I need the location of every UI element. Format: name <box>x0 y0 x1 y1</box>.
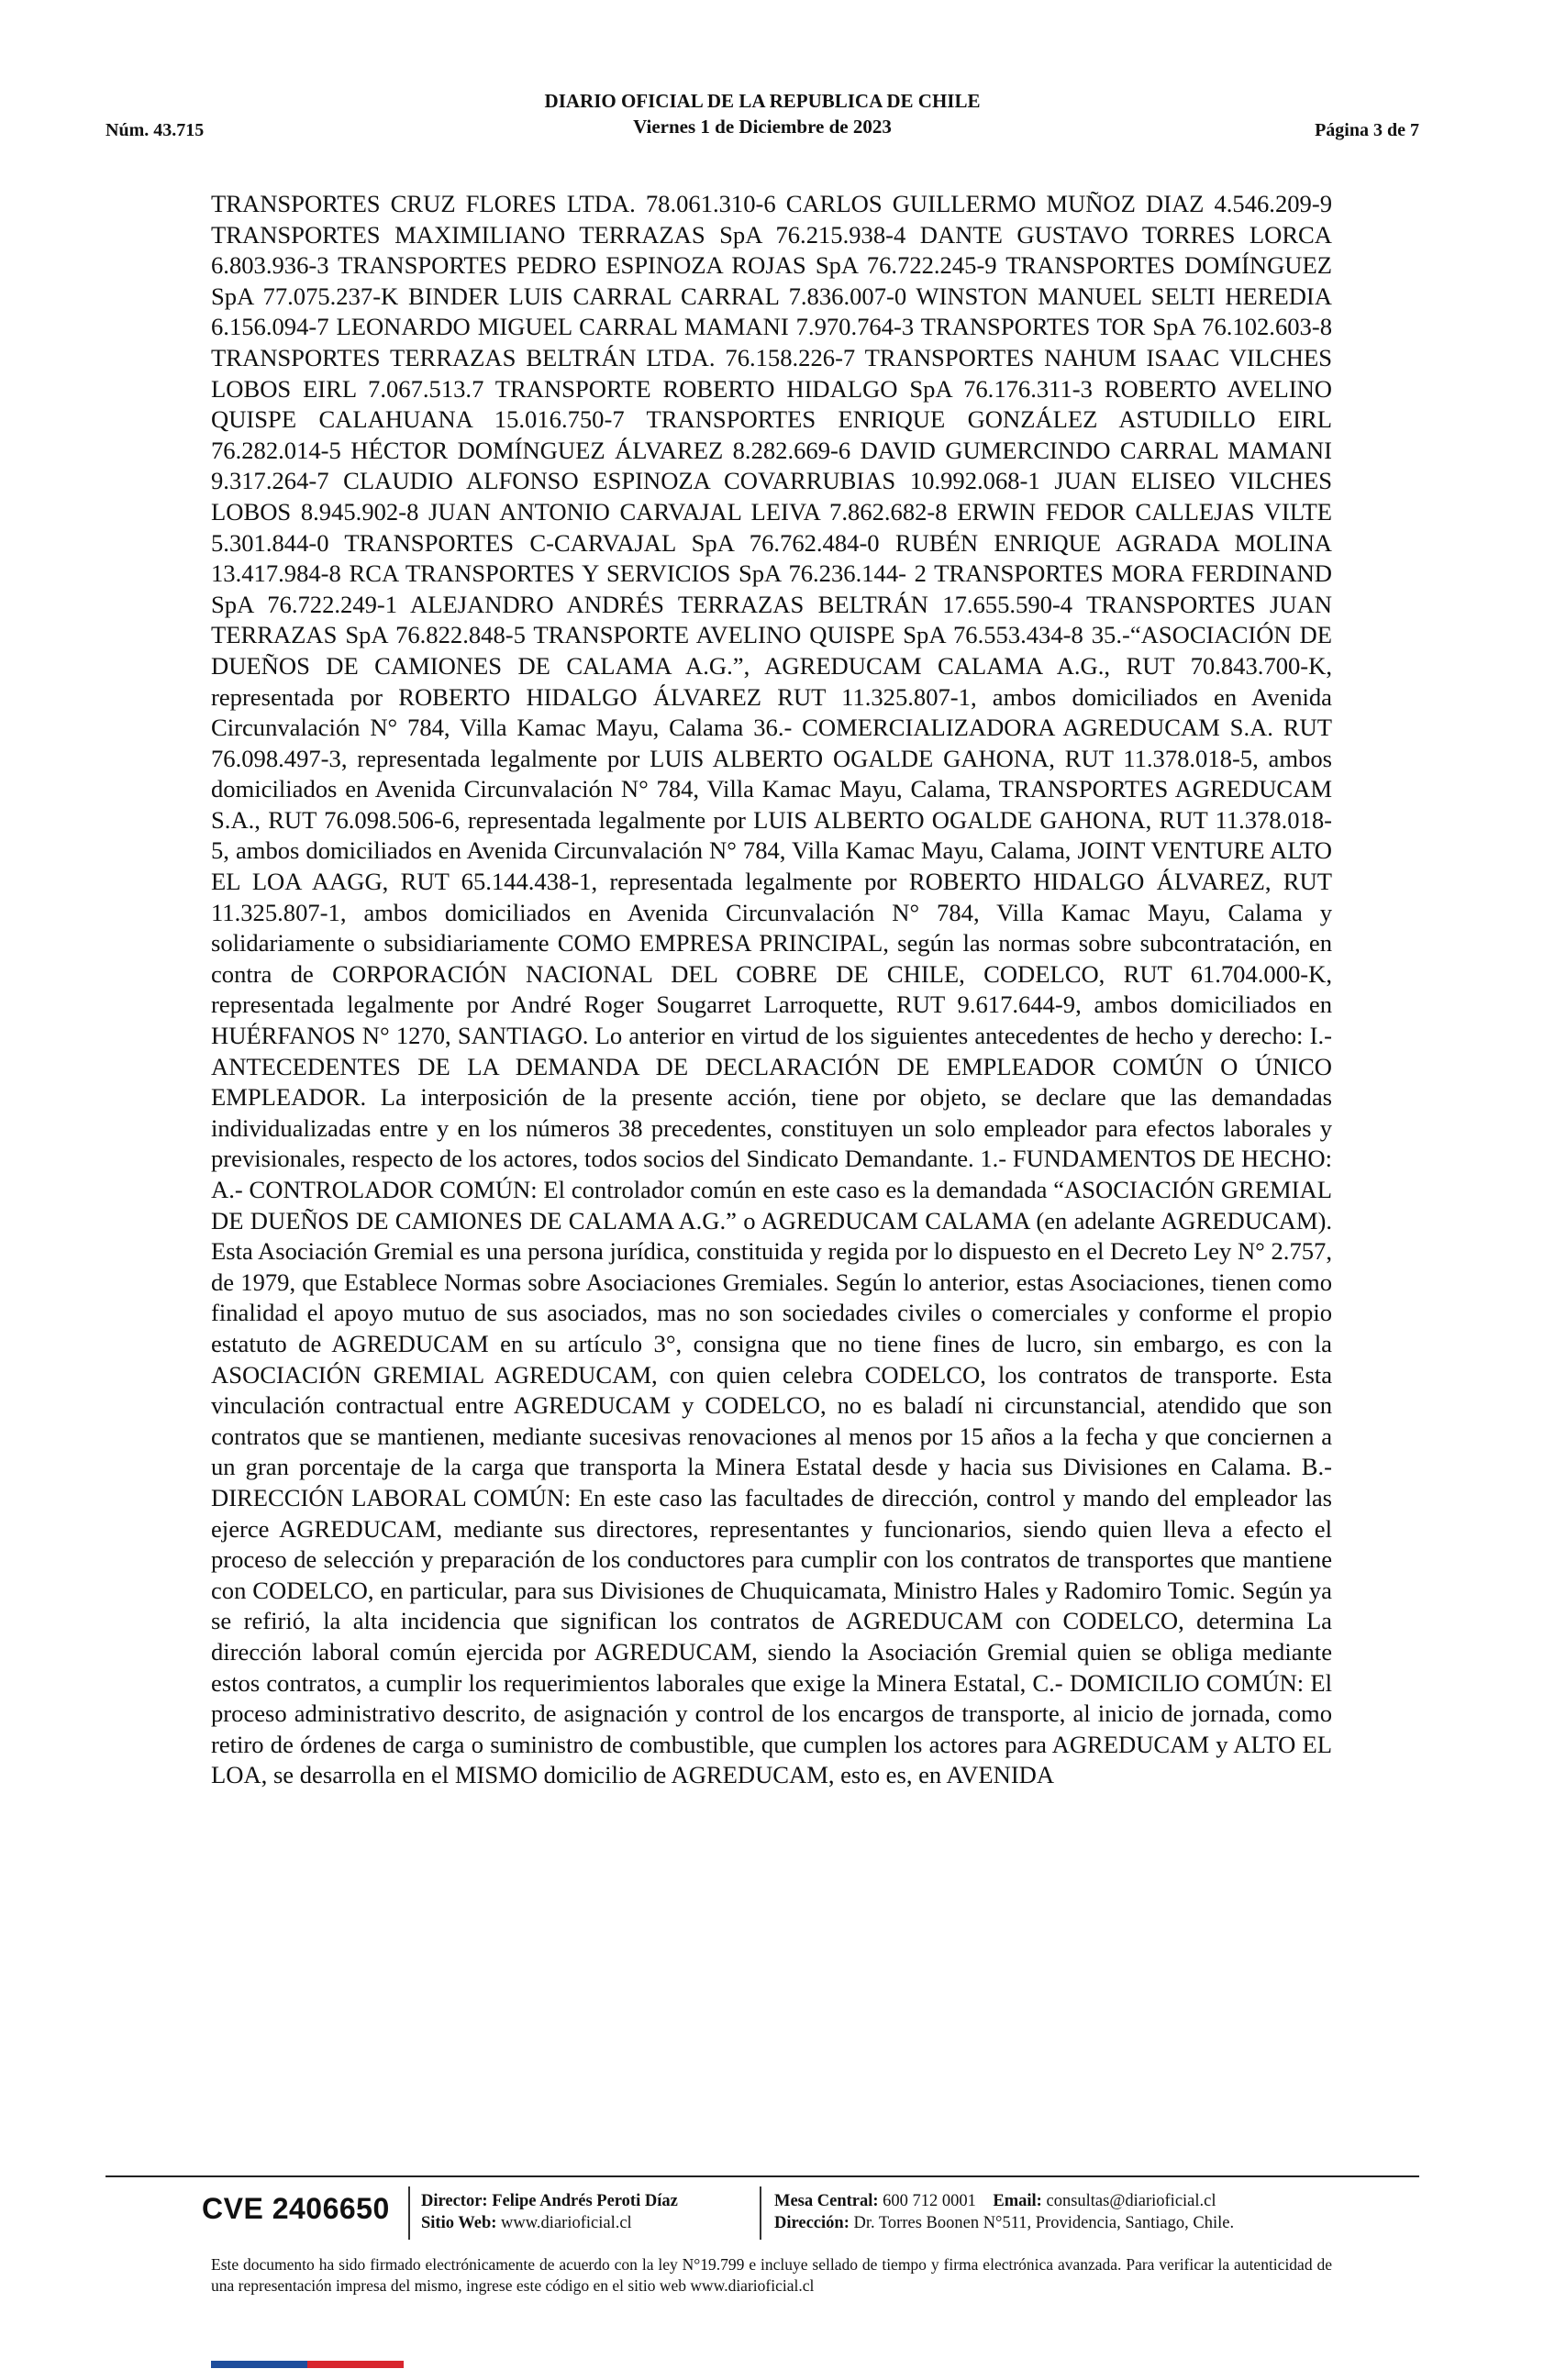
address-text: Dr. Torres Boonen N°511, Providencia, Santiago, Chile. <box>853 2214 1235 2232</box>
address-label: Dirección: <box>774 2214 850 2232</box>
footer-info <box>106 2186 1419 2240</box>
flag-stripe <box>211 2361 404 2368</box>
publication-date: Viernes 1 de Diciembre de 2023 <box>633 116 892 138</box>
page-number: Página 3 de 7 <box>1315 120 1419 140</box>
page-header <box>106 88 1419 147</box>
publication-title: DIARIO OFICIAL DE LA REPUBLICA DE CHILE <box>544 90 981 112</box>
flag-blue-segment <box>211 2361 307 2368</box>
phone-number: 600 712 0001 <box>883 2192 976 2210</box>
director-label: Director: Felipe Andrés Peroti Díaz <box>421 2192 678 2210</box>
signature-notice: Este documento ha sido firmado electrónicamente de acuerdo con la ley N°19.799 e incluye sellado de tiempo y firma electrónica avanzada. Para verificar la autenticidad de una representación impresa del mismo, ingrese este código en el sitio web www.diarioficial.cl <box>211 2255 1332 2295</box>
cve-code: CVE 2406650 <box>202 2192 390 2225</box>
header-center <box>106 88 1419 139</box>
body-paragraph: TRANSPORTES CRUZ FLORES LTDA. 78.061.310-6 CARLOS GUILLERMO MUÑOZ DIAZ 4.546.209-9 TRANSPORTES MAXIMILIANO TERRAZAS SpA 76.215.938-4 DANTE GUSTAVO TORRES LORCA 6.803.936-3 TRANSPORTES PEDRO ESPINOZA ROJAS SpA 76.722.245-9 TRANSPORTES DOMÍNGUEZ SpA 77.075.237-K BINDER LUIS CARRAL CARRAL 7.836.007-0 WINSTON MANUEL SELTI HEREDIA 6.156.094-7 LEONARDO MIGUEL CARRAL MAMANI 7.970.764-3 TRANSPORTES TOR SpA 76.102.603-8 TRANSPORTES TERRAZAS BELTRÁN LTDA. 76.158.226-7 TRANSPORTES NAHUM ISAAC VILCHES LOBOS EIRL 7.067.513.7 TRANSPORTE ROBERTO HIDALGO SpA 76.176.311-3 ROBERTO AVELINO QUISPE CALAHUANA 15.016.750-7 TRANSPORTES ENRIQUE GONZÁLEZ ASTUDILLO EIRL 76.282.014-5 HÉCTOR DOMÍNGUEZ ÁLVAREZ 8.282.669-6 DAVID GUMERCINDO CARRAL MAMANI 9.317.264-7 CLAUDIO ALFONSO ESPINOZA COVARRUBIAS 10.992.068-1 JUAN ELISEO VILCHES LOBOS 8.945.902-8 JUAN ANTONIO CARVAJAL LEIVA 7.862.682-8 ERWIN FEDOR CALLEJAS VILTE 5.301.844-0 TRANSPORTES C-CARVAJAL SpA 76.762.484-0 RUBÉN ENRIQUE AGRADA MOLINA 13.417.984-8 RCA TRANSPORTES Y SERVICIOS SpA 76.236.144- 2 TRANSPORTES MORA FERDINAND SpA 76.722.249-1 ALEJANDRO ANDRÉS TERRAZAS BELTRÁN 17.655.590-4 TRANSPORTES JUAN TERRAZAS SpA 76.822.848-5 TRANSPORTE AVELINO QUISPE SpA 76.553.434-8 35.-“ASOCIACIÓN DE DUEÑOS DE CAMIONES DE CALAMA A.G.”, AGREDUCAM CALAMA A.G., RUT 70.843.700-K, representada por ROBERTO HIDALGO ÁLVAREZ RUT 11.325.807-1, ambos domiciliados en Avenida Circunvalación N° 784, Villa Kamac Mayu, Calama 36.- COMERCIALIZADORA AGREDUCAM S.A. RUT 76.098.497-3, representada legalmente por LUIS ALBERTO OGALDE GAHONA, RUT 11.378.018-5, ambos domiciliados en Avenida Circunvalación N° 784, Villa Kamac Mayu, Calama, TRANSPORTES AGREDUCAM S.A., RUT 76.098.506-6, representada legalmente por LUIS ALBERTO OGALDE GAHONA, RUT 11.378.018-5, ambos domiciliados en Avenida Circunvalación N° 784, Villa Kamac Mayu, Calama, JOINT VENTURE ALTO EL LOA AAGG, RUT 65.144.438-1, representada legalmente por ROBERTO HIDALGO ÁLVAREZ, RUT 11.325.807-1, ambos domiciliados en Avenida Circunvalación N° 784, Villa Kamac Mayu, Calama y solidariamente o subsidiariamente COMO EMPRESA PRINCIPAL, según las normas sobre subcontratación, en contra de CORPORACIÓN NACIONAL DEL COBRE DE CHILE, CODELCO, RUT 61.704.000-K, representada legalmente por André Roger Sougarret Larroquette, RUT 9.617.644-9, ambos domiciliados en HUÉRFANOS N° 1270, SANTIAGO. Lo anterior en virtud de los siguientes antecedentes de hecho y derecho: I.- ANTECEDENTES DE LA DEMANDA DE DECLARACIÓN DE EMPLEADOR COMÚN O ÚNICO EMPLEADOR. La interposición de la presente acción, tiene por objeto, se declare que las demandadas individualizadas entre y en los números 38 precedentes, constituyen un solo empleador para efectos laborales y previsionales, respecto de los actores, todos socios del Sindicato Demandante. 1.- FUNDAMENTOS DE HECHO: A.- CONTROLADOR COMÚN: El controlador común en este caso es la demandada “ASOCIACIÓN GREMIAL DE DUEÑOS DE CAMIONES DE CALAMA A.G.” o AGREDUCAM CALAMA (en adelante AGREDUCAM). Esta Asociación Gremial es una persona jurídica, constituida y regida por lo dispuesto en el Decreto Ley N° 2.757, de 1979, que Establece Normas sobre Asociaciones Gremiales. Según lo anterior, estas Asociaciones, tienen como finalidad el apoyo mutuo de sus asociados, mas no son sociedades civiles o comerciales y conforme el propio estatuto de AGREDUCAM en su artículo 3°, consigna que no tiene fines de lucro, sin embargo, es con la ASOCIACIÓN GREMIAL AGREDUCAM, con quien celebra CODELCO, los contratos de transporte. Esta vinculación contractual entre AGREDUCAM y CODELCO, no es baladí ni circunstancial, atendido que son contratos que se mantienen, mediante sucesivas renovaciones al menos por 15 años a la fecha y que conciernen a un gran porcentaje de la carga que transporta la Minera Estatal desde y hacia sus Divisiones en Calama. B.- DIRECCIÓN LABORAL COMÚN: En este caso las facultades de dirección, control y mando del empleador las ejerce AGREDUCAM, mediante sus directores, representantes y funcionarios, siendo quien lleva a efecto el proceso de selección y preparación de los conductores para cumplir con los contratos de transportes que mantiene con CODELCO, en particular, para sus Divisiones de Chuquicamata, Ministro Hales y Radomiro Tomic. Según ya se refirió, la alta incidencia que significan los contratos de AGREDUCAM con CODELCO, determina La dirección laboral común ejercida por AGREDUCAM, siendo la Asociación Gremial quien se obliga mediante estos contratos, a cumplir los requerimientos laborales que exige la Minera Estatal, C.- DOMICILIO COMÚN: El proceso administrativo descrito, de asignación y control de los encargos de transporte, al inicio de jornada, como retiro de órdenes de carga o suministro de combustible, que cumplen los actores para AGREDUCAM y ALTO EL LOA, se desarrolla en el MISMO domicilio de AGREDUCAM, esto es, en AVENIDA <box>211 190 1332 1789</box>
flag-red-segment <box>307 2361 404 2368</box>
footer-separator <box>408 2186 410 2240</box>
website-label: Sitio Web: <box>421 2214 497 2232</box>
email-address[interactable]: consultas@diarioficial.cl <box>1046 2192 1216 2210</box>
email-label: Email: <box>993 2192 1042 2210</box>
footer-separator <box>760 2186 761 2240</box>
contact-column <box>774 2190 1234 2234</box>
phone-label: Mesa Central: <box>774 2192 879 2210</box>
director-column <box>421 2190 678 2234</box>
footer-divider <box>106 2175 1419 2177</box>
issue-number: Núm. 43.715 <box>106 120 205 140</box>
website-link[interactable]: www.diarioficial.cl <box>501 2214 632 2232</box>
